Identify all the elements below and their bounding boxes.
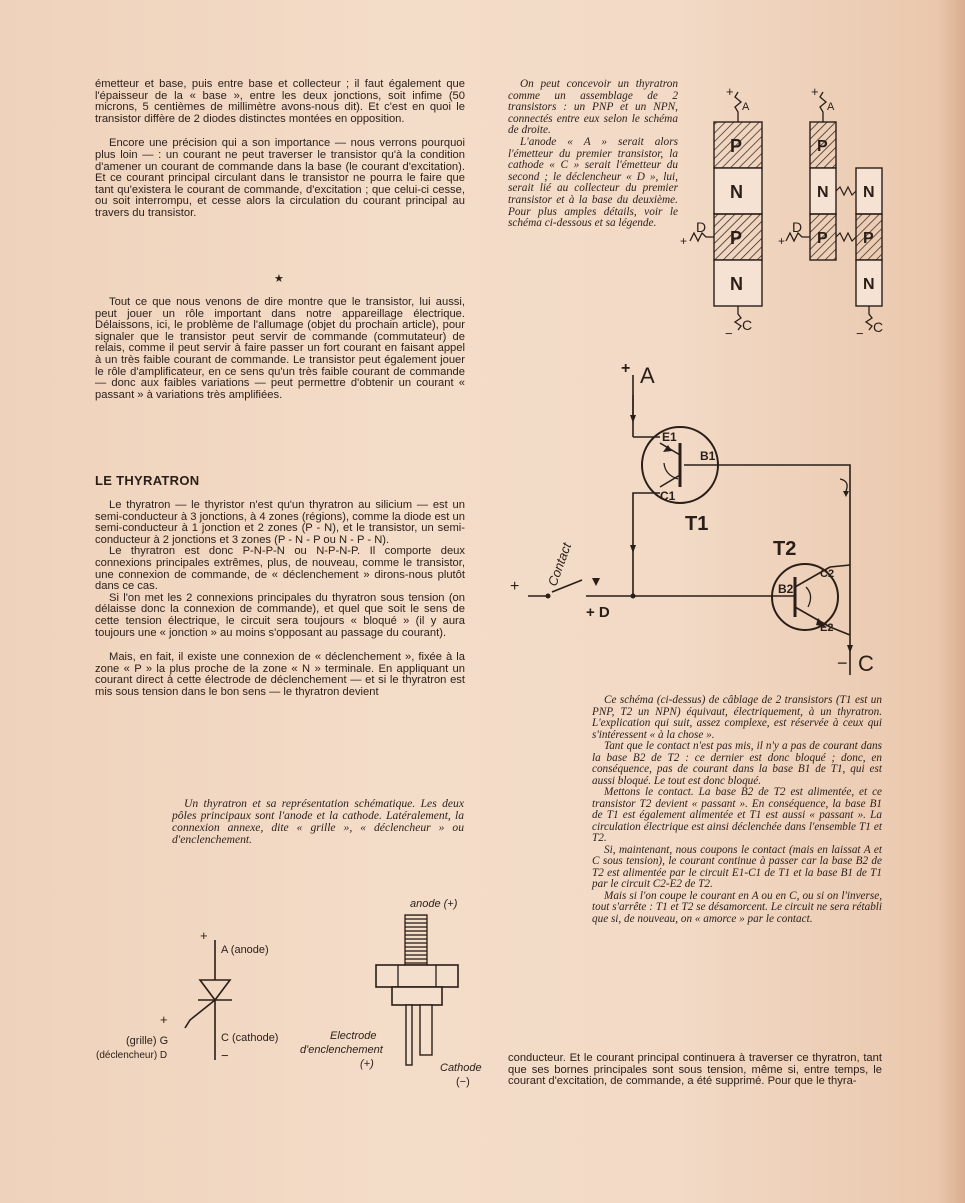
thyratron-caption — [172, 798, 464, 846]
caption-text: Ce schéma (ci-dessus) de câblage de 2 transistors (T1 est un PNP, T2 un NPN) équivaut, électriquement, à un thyratron. L'explication qui suit, assez complexe, est réservée à ceux qui s'intéressent « à la chose ». — [592, 694, 882, 741]
minus-label: − — [221, 1048, 229, 1063]
pnpn-block-diagram — [680, 82, 900, 342]
caption-text: Mais si l'on coupe le courant en A ou en C, ou si on l'inverse, tout s'arrête : T1 et T2 se désamorcent. Le circuit ne sera rétabli que si, de nouveau, on « amorce » par le contact. — [592, 889, 882, 925]
caption-text: Tant que le contact n'est pas mis, il n'y a pas de courant dans la base B2 de T2 : ce dernier est donc bloqué ; donc, en conséquence, pas de courant dans la base B1 de T1, qui est aussi bloqué. Le tout est donc bloqué. — [592, 740, 882, 787]
paragraph: Si l'on met les 2 connexions principales du thyratron sous tension (on délaisse donc la connexion de commande), et quel que soit le sens de cette tension électrique, le circuit sera toujours « bloqué » (il y aura toujours une « jonction » au moins s'opposant au passage du courant). — [95, 591, 465, 639]
left-column-part2 — [95, 297, 465, 414]
trigger-plus: + — [778, 234, 786, 248]
zone-n-label: N — [730, 274, 743, 294]
anode-plus-label: anode (+) — [410, 898, 458, 910]
electrode-label: d'enclenchement — [300, 1044, 383, 1056]
zone-n-label: N — [863, 184, 875, 201]
caption-text: Si, maintenant, nous coupons le contact (mais en laissat A et C sous tension), le courant continue à passer car la base B2 de T2 est alimentée par le circuit E1-C1 de T1 et la base B1 de T1 par le circuit C2-E2 de T2. — [592, 843, 882, 890]
trigger-plus: + — [680, 234, 688, 248]
section-heading: LE THYRATRON — [95, 473, 200, 488]
e2-label: E2 — [820, 622, 834, 634]
paragraph: émetteur et base, puis entre base et collecteur ; il faut également que l'épaisseur de la « base », entre les deux jonctions, soit infime (50 microns, 5 centièmes de millimètre avons-nous dit). Et c'est en quoi le transistor diffère de 2 diodes distinctes montées en opposition. — [95, 78, 465, 125]
label-a: A — [640, 363, 655, 388]
electrode-label: (+) — [360, 1058, 374, 1070]
t2-label: T2 — [773, 538, 797, 560]
cathode-label: C (cathode) — [221, 1032, 279, 1044]
paragraph: Mais, en fait, il existe une connexion de « déclenchement », fixée à la zone « P » la plus proche de la zone « N » terminale. En appliquant un courant direct à cette électrode de déclenchement — et si le thyratron est mis sous tension dans le bon sens — le thyratron devient — [95, 651, 465, 698]
block-diagram-caption — [508, 79, 678, 230]
declencheur-label: (déclencheur) D — [96, 1050, 168, 1061]
paragraph: Tout ce que nous venons de dire montre que le transistor, lui aussi, peut jouer un rôle important dans notre appareillage électrique. Délaissons, ici, le problème de l'allumage (objet du prochain article), pour signaler que le transistor peut servir de commande (commutateur) de relais, comme il peut servir à faire passer un fort courant en faisant appel à un très faible courant de commande. Le transistor peut également jouer le rôle d'amplificateur, en ce sens qu'un très faible courant de commande — donc aux faibles variations — peut permettre d'obtenir un courant « passant » à variations très amplifiées. — [95, 296, 465, 401]
contact-label: Contact — [544, 540, 575, 589]
thyratron-physical — [290, 893, 510, 1093]
plus-d-label: + D — [586, 604, 610, 621]
c2-label: C2 — [820, 568, 835, 580]
e1-label: E1 — [662, 430, 677, 444]
zone-p-label: P — [730, 136, 743, 156]
thyratron-symbol — [90, 920, 320, 1070]
b2-label: B2 — [778, 582, 794, 596]
label-c: C — [858, 651, 874, 676]
anode-label: A (anode) — [221, 944, 269, 956]
caption-text: Mettons le contact. La base B2 de T2 est alimentée, et ce transistor T2 devient « passant ». En conséquence, la base B1 de T1 est également alimentée et T1 est aussi « passant ». La circulation électrique est ainsi déclenchée dans l'ensemble T1 et T2. — [592, 786, 882, 844]
zone-n-label: N — [817, 184, 829, 201]
cathode-minus: − — [856, 326, 864, 341]
caption-text: Un thyratron et sa représentation schématique. Les deux pôles principaux sont l'anode et la cathode. Latéralement, la connexion annexe, dite « grille », « déclencheur » ou d'enclenchement. — [172, 797, 464, 846]
zone-n-label: N — [863, 276, 875, 293]
trigger-label: D — [792, 219, 803, 235]
anode-plus: + — [811, 84, 819, 99]
caption-text: On peut concevoir un thyratron comme un assemblage de 2 transistors : un PNP et un NPN, connectés entre eux selon le schéma de droite. — [508, 78, 678, 137]
t1-label: T1 — [685, 513, 709, 535]
paragraph: Le thyratron est donc P-N-P-N ou N-P-N-P. Il comporte deux connexions principales extrêmes, plus, de nouveau, comme le transistor, une connexion de commande, de « déclenchement » dirons-nous plutôt dans ce cas. — [95, 545, 465, 593]
plus-left: + — [510, 578, 520, 595]
transistor-t2 — [772, 538, 850, 635]
left-column-part3 — [95, 500, 465, 712]
cathode-label: C — [742, 317, 753, 333]
transistor-t1 — [642, 427, 718, 535]
minus-c: − — [837, 653, 848, 673]
anode-label: A — [827, 101, 835, 113]
caption-text: L'anode « A » serait alors l'émetteur du premier transistor, la cathode « C » serait l'émetteur du second ; le déclencheur « D », lui, serait lié au collecteur du premier transistor et à la base du deuxième. Pour plus amples détails, voir le schéma ci-dessous et sa légende. — [508, 135, 678, 230]
separator-star: ★ — [274, 273, 284, 285]
grille-label: (grille) G — [126, 1035, 169, 1047]
zone-p-label: P — [730, 228, 743, 248]
paragraph: Le thyratron — le thyristor n'est qu'un thyratron au silicium — est un semi-conducteur à 3 jonctions, à 4 zones (régions), comme la diode est un semi-conducteur à 1 jonction et 2 zones (P - N), et le transistor, un semi-conducteur à 2 jonctions et 3 zones (P - N - P ou N - P - N). — [95, 499, 465, 546]
zone-p-label: P — [817, 230, 828, 247]
transistor-circuit-diagram — [500, 355, 900, 695]
right-bottom-text — [508, 1053, 882, 1101]
zone-n-label: N — [730, 182, 743, 202]
paragraph: conducteur. Et le courant principal continuera à traverser ce thyratron, tant que ses bornes principales sont sous tension, même si, entre temps, le courant d'excitation, de commande, a été supprimé. Pour que le thyra- — [508, 1052, 882, 1088]
b1-label: B1 — [700, 449, 716, 463]
paragraph: Encore une précision qui a son importance — nous verrons pourquoi plus loin — : un courant ne peut traverser le transistor qu'à la condition d'amener un courant de commande dans la base (le courant d'excitation). Et ce courant principal circulant dans le transistor ne pourra le faire que tant qu'existera le courant de commande, d'excitation ; que celui-ci cesse, ou soit interrompu, et cesse alors la circulation du courant principal au travers du transistor. — [95, 137, 465, 219]
left-column — [95, 79, 465, 233]
c1-label: C1 — [660, 489, 676, 503]
cathode-label: Cathode — [440, 1062, 482, 1074]
cathode-sign: (−) — [456, 1076, 470, 1088]
anode-label: A — [742, 101, 750, 113]
circuit-caption — [592, 695, 882, 925]
trigger-label: D — [696, 219, 707, 235]
gate-plus: + — [160, 1012, 168, 1027]
plus-label: + — [200, 928, 208, 943]
page-edge-shadow — [937, 0, 965, 1203]
anode-plus: + — [726, 84, 734, 99]
plus-a: + — [621, 360, 631, 377]
pnp-npn-pair — [778, 84, 883, 341]
zone-p-label: P — [863, 230, 874, 247]
pnpn-stack — [680, 84, 762, 341]
cathode-label: C — [873, 319, 884, 335]
zone-p-label: P — [817, 138, 828, 155]
cathode-minus: − — [725, 326, 733, 341]
electrode-label: Electrode — [330, 1030, 377, 1042]
